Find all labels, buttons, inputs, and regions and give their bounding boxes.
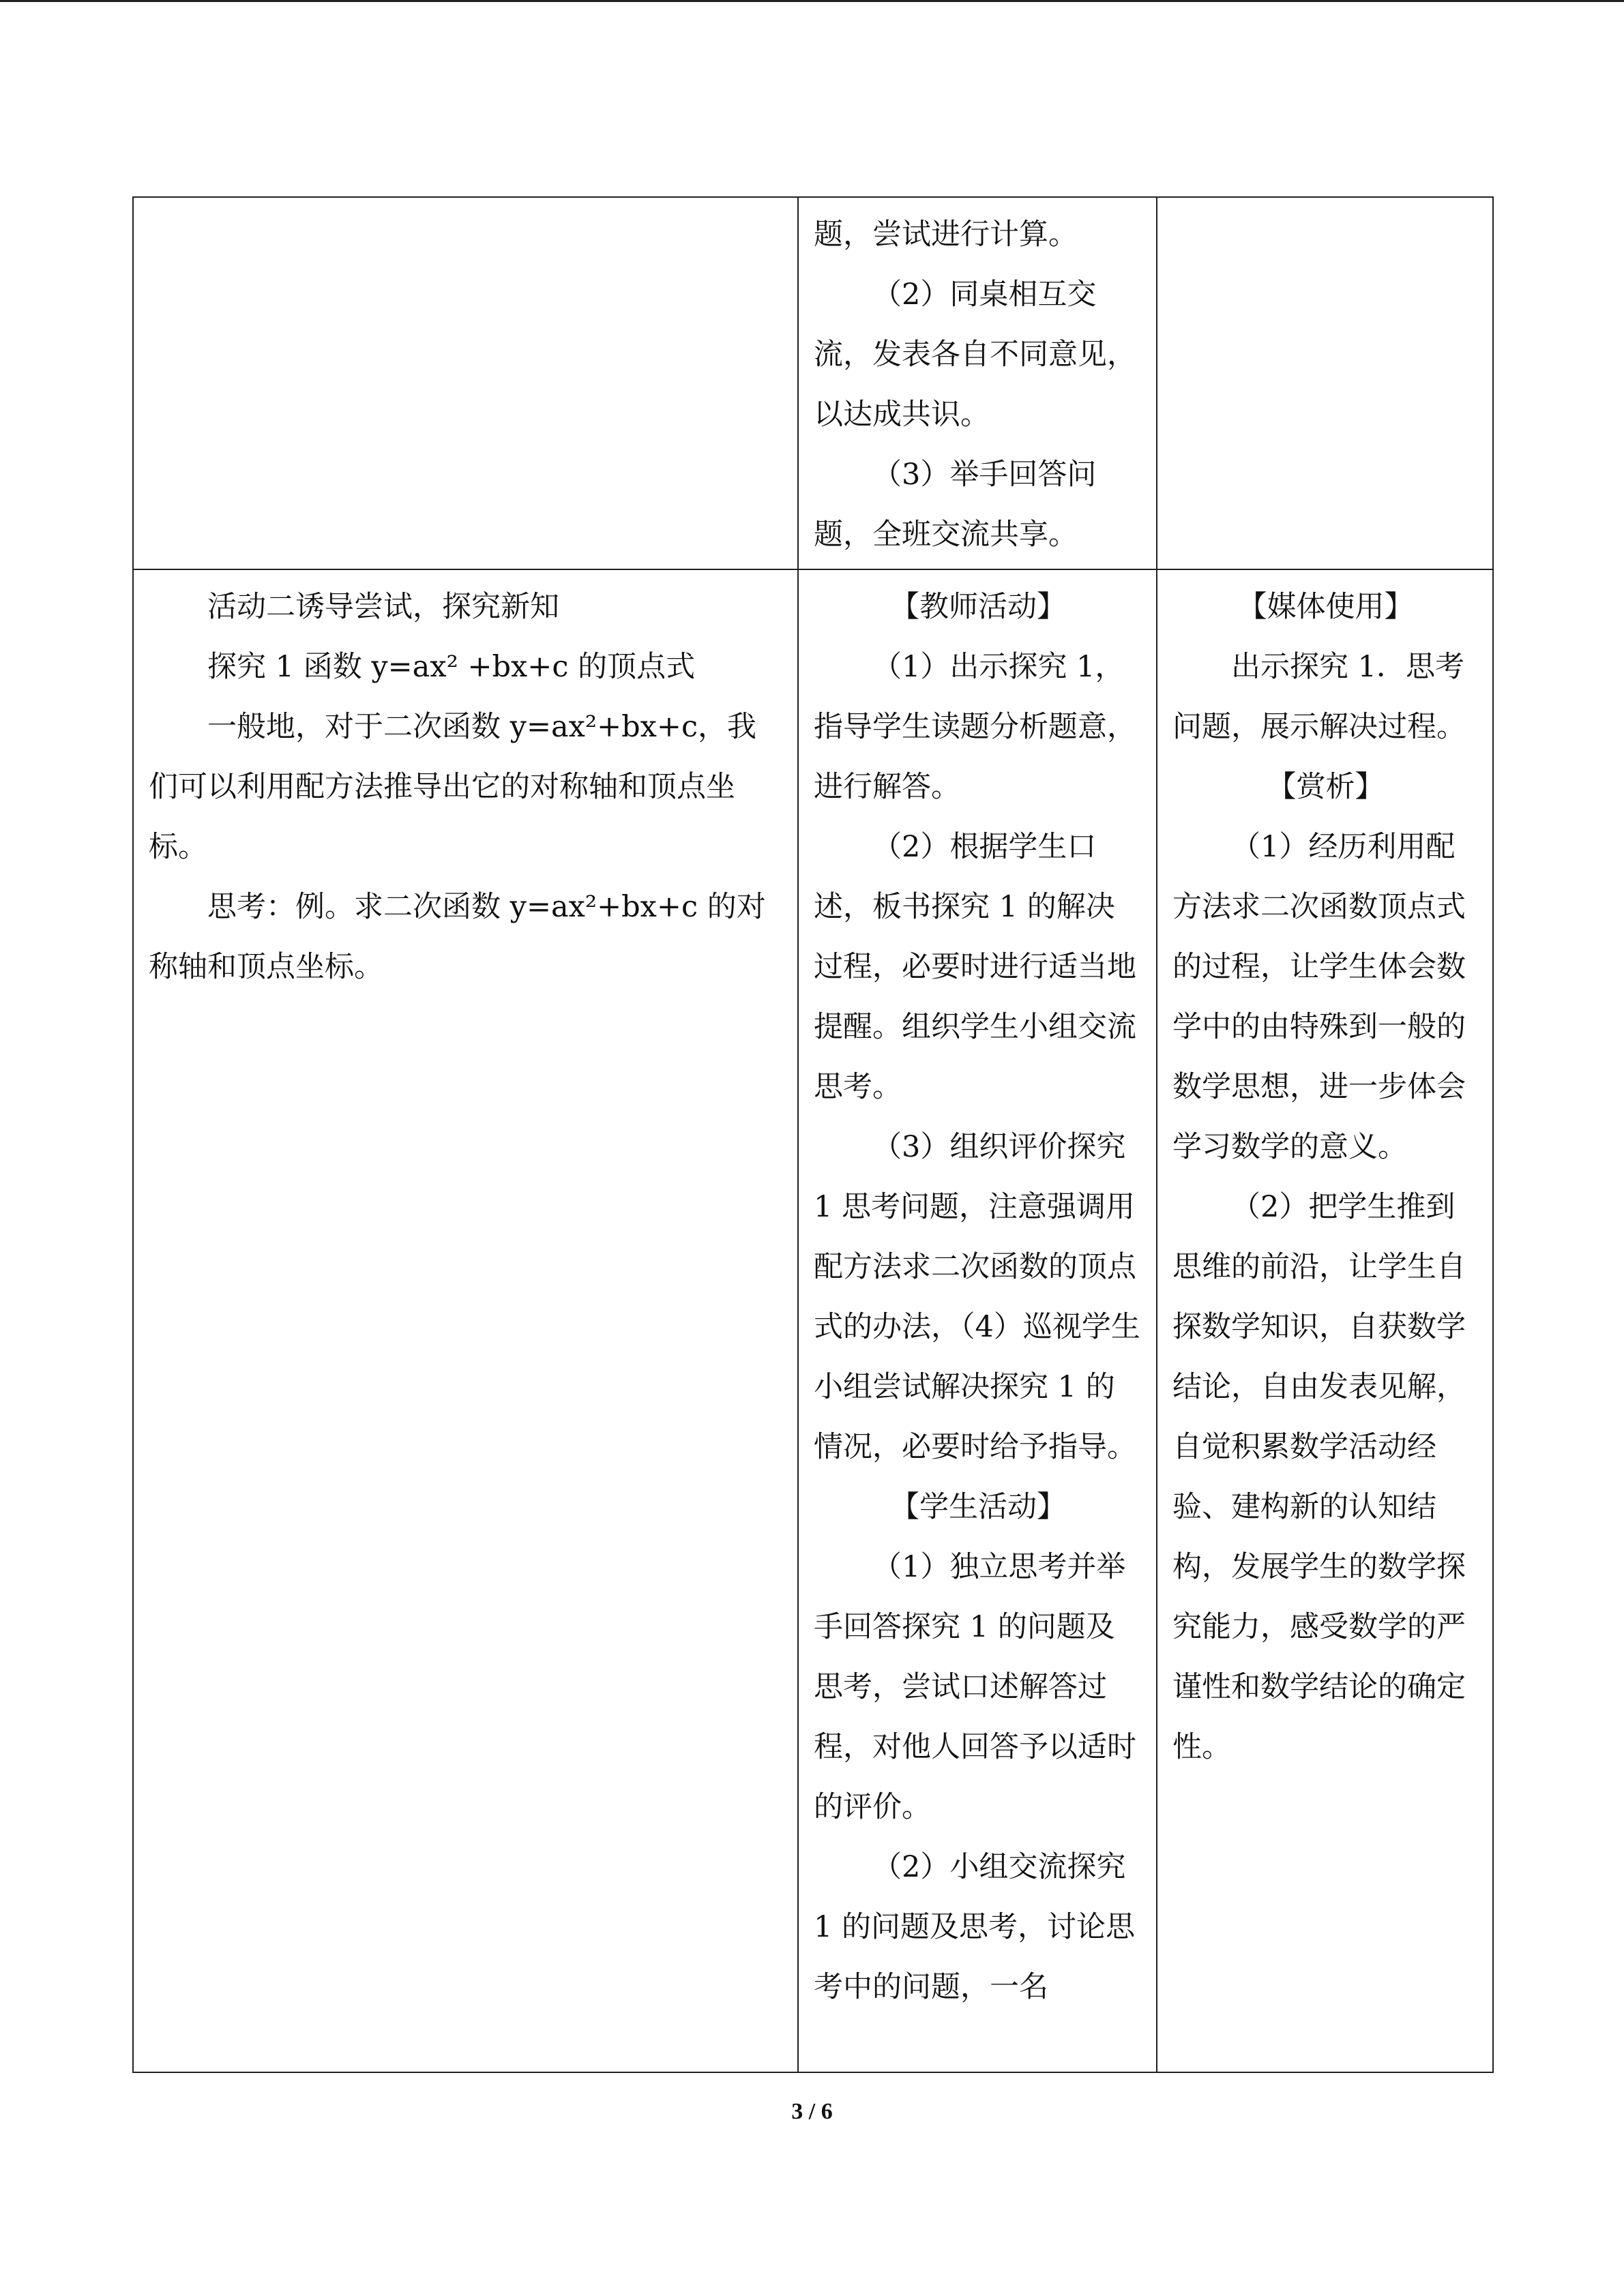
page-number: 3 / 6	[791, 2099, 833, 2124]
table-row-activity-two	[133, 569, 1493, 2072]
media-use-heading: 【媒体使用】	[1237, 590, 1414, 624]
table-row-continuation	[133, 197, 1493, 569]
activity-cell	[798, 569, 1157, 2072]
list-item: （2）小组交流探究 1 的问题及思考，讨论思考中的问题，一名	[814, 1850, 1136, 2004]
list-item: （2）根据学生口述，板书探究 1 的解决过程，必要时进行适当地提醒。组织学生小组交流思考。	[814, 830, 1136, 1104]
content-cell	[133, 569, 798, 2072]
student-activity-cell-continued	[798, 197, 1157, 569]
content-cell-empty	[133, 197, 798, 569]
list-item: （2）把学生推到思维的前沿，让学生自探数学知识，自获数学结论，自由发表见解，自觉积累数学活动经验、建构新的认知结构，发展学生的数学探究能力，感受数学的严谨性和数学结论的确定性。	[1172, 1190, 1466, 1764]
student-activity-heading: 【学生活动】	[890, 1490, 1066, 1524]
media-cell	[1157, 569, 1493, 2072]
paragraph: 思考：例。求二次函数 y=ax²+bx+c 的对称轴和顶点坐标。	[149, 890, 766, 984]
activity-title: 活动二诱导尝试，探究新知	[207, 590, 559, 624]
list-item: （1）经历利用配方法求二次函数顶点式的过程，让学生体会数学中的由特殊到一般的数学思想，进一步体会学习数学的意义。	[1172, 830, 1466, 1164]
lesson-plan-table	[132, 196, 1494, 2073]
media-cell-empty	[1157, 197, 1493, 569]
continued-text: 题，尝试进行计算。	[814, 218, 1078, 252]
paragraph: 出示探究 1．思考问题，展示解决过程。	[1172, 650, 1466, 744]
list-item: （1）出示探究 1，指导学生读题分析题意，进行解答。	[814, 650, 1136, 804]
top-border-line	[0, 0, 1624, 2]
list-item: （1）独立思考并举手回答探究 1 的问题及思考，尝试口述解答过程，对他人回答予以适时的评价。	[814, 1550, 1136, 1824]
list-item: （3）举手回答问题，全班交流共享。	[814, 458, 1097, 552]
teacher-activity-heading: 【教师活动】	[890, 590, 1066, 624]
paragraph: 一般地，对于二次函数 y=ax²+bx+c，我们可以利用配方法推导出它的对称轴和顶点坐标。	[149, 710, 757, 864]
analysis-heading: 【赏析】	[1267, 770, 1385, 804]
list-item: （2）同桌相互交流，发表各自不同意见，以达成共识。	[814, 278, 1136, 432]
list-item: （3）组织评价探究 1 思考问题，注意强调用配方法求二次函数的顶点式的办法，（4）巡视学生小组尝试解决探究 1 的情况，必要时给予指导。	[814, 1130, 1140, 1464]
exploration-title: 探究 1 函数 y=ax² +bx+c 的顶点式	[207, 650, 696, 684]
